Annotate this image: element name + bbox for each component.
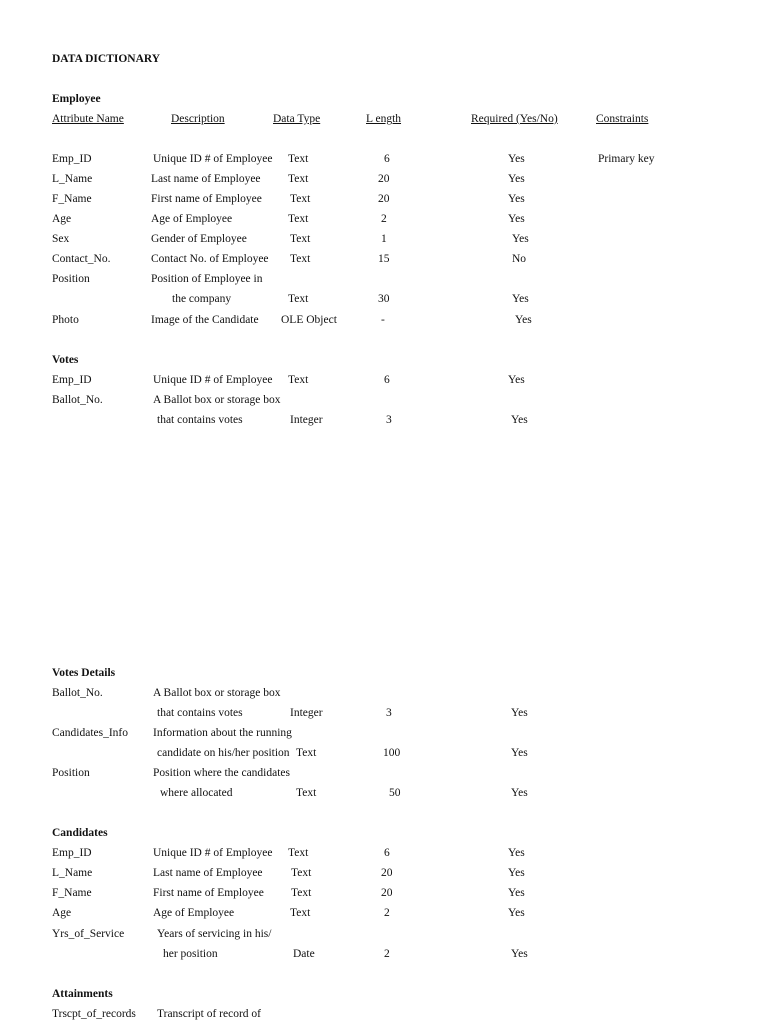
attribute-name: Position xyxy=(52,273,90,285)
section-title-votes-details: Votes Details xyxy=(52,667,116,679)
header-attribute-name: Attribute Name xyxy=(52,113,124,125)
description: Image of the Candidate xyxy=(151,314,259,326)
attribute-name: F_Name xyxy=(52,193,92,205)
required: Yes xyxy=(508,907,525,919)
required: Yes xyxy=(508,193,525,205)
description: Age of Employee xyxy=(151,213,233,225)
length: 6 xyxy=(384,847,390,859)
description: Unique ID # of Employee xyxy=(153,374,273,386)
required: Yes xyxy=(508,867,525,879)
constraint: Primary key xyxy=(598,153,655,165)
data-type: Text xyxy=(288,213,309,225)
data-type: Integer xyxy=(290,414,323,426)
section-title-candidates: Candidates xyxy=(52,827,108,839)
attribute-name: Emp_ID xyxy=(52,847,92,859)
description: Last name of Employee xyxy=(153,867,263,879)
attribute-name: Photo xyxy=(52,314,79,326)
required: No xyxy=(512,253,527,265)
data-type: OLE Object xyxy=(281,314,337,326)
document-title: DATA DICTIONARY xyxy=(52,53,161,65)
description: Years of servicing in his/ xyxy=(157,928,272,940)
section-title-votes: Votes xyxy=(52,354,79,366)
required: Yes xyxy=(508,374,525,386)
data-type: Text xyxy=(296,747,317,759)
required: Yes xyxy=(515,314,532,326)
header-constraints: Constraints xyxy=(596,113,649,125)
required: Yes xyxy=(508,847,525,859)
attribute-name: L_Name xyxy=(52,867,93,879)
length: 50 xyxy=(389,787,401,799)
length: 2 xyxy=(384,907,390,919)
description-continued: where allocated xyxy=(160,787,233,799)
length: 100 xyxy=(383,747,401,759)
required: Yes xyxy=(508,213,525,225)
length: 2 xyxy=(381,213,387,225)
data-type: Text xyxy=(290,253,311,265)
description: Contact No. of Employee xyxy=(151,253,269,265)
length: 3 xyxy=(386,707,392,719)
attribute-name: Candidates_Info xyxy=(52,727,129,739)
section-title-attainments: Attainments xyxy=(52,988,113,1000)
section-title-employee: Employee xyxy=(52,93,101,105)
data-type: Text xyxy=(288,173,309,185)
attribute-name: Ballot_No. xyxy=(52,687,103,699)
description: Position where the candidates xyxy=(153,767,291,779)
description: Information about the running xyxy=(153,727,292,739)
description: First name of Employee xyxy=(151,193,262,205)
data-type: Text xyxy=(290,233,311,245)
header-data-type: Data Type xyxy=(273,113,321,125)
length: - xyxy=(381,314,385,326)
description-continued: her position xyxy=(163,948,218,960)
attribute-name: Trscpt_of_records xyxy=(52,1008,136,1020)
attribute-name: Yrs_of_Service xyxy=(52,928,125,940)
data-type: Text xyxy=(288,374,309,386)
data-type: Integer xyxy=(290,707,323,719)
required: Yes xyxy=(511,787,528,799)
description: A Ballot box or storage box xyxy=(153,687,281,699)
data-type: Text xyxy=(296,787,317,799)
required: Yes xyxy=(508,153,525,165)
attribute-name: Sex xyxy=(52,233,70,245)
required: Yes xyxy=(508,887,525,899)
description-continued: that contains votes xyxy=(157,414,243,426)
description: Age of Employee xyxy=(153,907,235,919)
attribute-name: Emp_ID xyxy=(52,153,92,165)
attribute-name: L_Name xyxy=(52,173,93,185)
required: Yes xyxy=(512,293,529,305)
description: Position of Employee in xyxy=(151,273,263,285)
length: 20 xyxy=(378,193,390,205)
description-continued: that contains votes xyxy=(157,707,243,719)
length: 20 xyxy=(381,867,393,879)
description: Gender of Employee xyxy=(151,233,247,245)
description: First name of Employee xyxy=(153,887,264,899)
attribute-name: Position xyxy=(52,767,90,779)
header-length: L ength xyxy=(366,113,402,125)
attribute-name: Contact_No. xyxy=(52,253,111,265)
data-type: Text xyxy=(291,887,312,899)
data-type: Text xyxy=(290,907,311,919)
required: Yes xyxy=(511,414,528,426)
description: Transcript of record of xyxy=(157,1008,262,1020)
required: Yes xyxy=(512,233,529,245)
attribute-name: Age xyxy=(52,907,72,919)
length: 1 xyxy=(381,233,387,245)
data-type: Text xyxy=(291,867,312,879)
length: 6 xyxy=(384,153,390,165)
length: 20 xyxy=(378,173,390,185)
description: Unique ID # of Employee xyxy=(153,153,273,165)
length: 30 xyxy=(378,293,390,305)
required: Yes xyxy=(511,747,528,759)
description-continued: candidate on his/her position xyxy=(157,747,290,759)
length: 2 xyxy=(384,948,390,960)
data-type: Text xyxy=(288,847,309,859)
required: Yes xyxy=(511,707,528,719)
length: 3 xyxy=(386,414,392,426)
data-type: Text xyxy=(290,193,311,205)
attribute-name: Ballot_No. xyxy=(52,394,103,406)
length: 6 xyxy=(384,374,390,386)
data-type: Date xyxy=(293,948,315,960)
attribute-name: Age xyxy=(52,213,72,225)
attribute-name: Emp_ID xyxy=(52,374,92,386)
description-continued: the company xyxy=(172,293,232,305)
data-type: Text xyxy=(288,293,309,305)
required: Yes xyxy=(508,173,525,185)
length: 15 xyxy=(378,253,390,265)
attribute-name: F_Name xyxy=(52,887,92,899)
description: Unique ID # of Employee xyxy=(153,847,273,859)
required: Yes xyxy=(511,948,528,960)
length: 20 xyxy=(381,887,393,899)
header-required: Required (Yes/No) xyxy=(471,113,558,125)
description: A Ballot box or storage box xyxy=(153,394,281,406)
header-description: Description xyxy=(171,113,225,125)
data-type: Text xyxy=(288,153,309,165)
description: Last name of Employee xyxy=(151,173,261,185)
